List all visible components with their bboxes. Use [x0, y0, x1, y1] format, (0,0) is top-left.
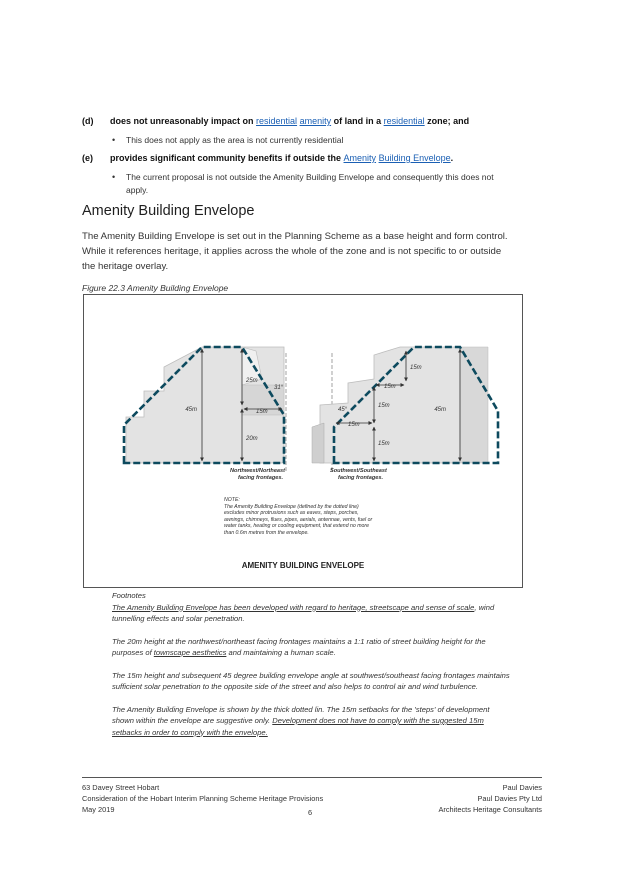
criterion-e-bullet	[112, 171, 552, 197]
link-residential[interactable]: residential	[256, 116, 298, 126]
criterion-d	[82, 116, 562, 128]
figure-title: AMENITY BUILDING ENVELOPE	[241, 561, 365, 570]
criterion-e-label: (e)	[82, 153, 93, 163]
footnote-3-line-2: sufficient solar penetration to the opposite side of the street and also helps to control air and wind turbulence.	[112, 682, 478, 691]
bullet-dot: •	[112, 172, 116, 182]
footer-role: Architects Heritage Consultants	[438, 805, 542, 814]
footnote-4-line-1: The Amenity Building Envelope is shown by the thick dotted lin. The 15m setbacks for the 'steps' of development	[112, 704, 490, 714]
note-line-5: than 0.6m metres from the envelope.	[224, 529, 309, 536]
right-dim-s2: 15m	[384, 384, 396, 390]
note-line-1: The Amenity Building Envelope (defined by the dotted line)	[224, 503, 359, 510]
footnote-1-underlined: The Amenity Building Envelope has been developed with regard to heritage, streetscape and sense of scale	[112, 602, 475, 612]
criterion-e-bullet-text	[126, 171, 494, 197]
footnote-4-line-3: setbacks in order to comply with the envelope.	[112, 727, 268, 737]
footnotes-title: Footnotes	[112, 591, 146, 600]
left-dim-angle: 31°	[274, 385, 284, 391]
criterion-d-bullet-text: This does not apply as the area is not currently residential	[126, 135, 344, 145]
footnote-2-line-1: The 20m height at the northwest/northeast facing frontages maintains a 1:1 ratio of street building height for the	[112, 636, 486, 646]
figure-note	[224, 497, 404, 536]
right-dim-45: 45m	[434, 407, 446, 413]
right-dim-v1: 15m	[378, 403, 390, 409]
criterion-e	[82, 153, 562, 165]
footnote-2-a: purposes of	[112, 648, 154, 657]
footnote-4-a: shown within the envelope are suggestive only.	[112, 716, 273, 725]
footnote-4-line-2	[112, 715, 552, 727]
left-label-2: facing frontages.	[238, 475, 284, 481]
right-dim-angle: 45°	[338, 407, 348, 413]
footnote-2-underlined: townscape aesthetics	[153, 648, 227, 657]
criterion-d-text-1: does not unreasonably impact on	[110, 116, 257, 126]
footer-rule	[82, 777, 542, 778]
footnote-2-line-2	[112, 647, 552, 659]
criterion-e-bullet-line2: apply.	[126, 185, 149, 195]
left-dim-25: 25m	[246, 378, 258, 384]
criterion-e-text-2: .	[450, 153, 454, 163]
link-building-envelope[interactable]: Building Envelope	[378, 153, 451, 163]
criterion-d-text-3: zone; and	[424, 116, 470, 126]
left-dim-20: 20m	[246, 436, 258, 442]
right-label-2: facing frontages.	[338, 475, 384, 481]
right-building	[312, 347, 488, 463]
criterion-e-text	[110, 153, 453, 163]
footer-doc-title: Consideration of the Hobart Interim Planning Scheme Heritage Provisions	[82, 794, 324, 803]
footnote-4-underlined: Development does not have to comply with the suggested 15m	[272, 716, 484, 725]
envelope-diagram	[84, 295, 522, 587]
note-line-4: water tanks, heating or cooling equipment, that extend no more	[224, 523, 370, 529]
footer-author: Paul Davies	[502, 783, 542, 792]
footer-left	[82, 782, 323, 815]
footnote-2-b: and maintaining a human scale.	[226, 648, 336, 657]
footer-right	[438, 782, 542, 815]
left-dim-15: 15m	[256, 409, 268, 415]
footnote-3-line-1: The 15m height and subsequent 45 degree building envelope angle at southwest/southeast facing frontages maintains	[112, 670, 510, 680]
para-line-1: The Amenity Building Envelope is set out in the Planning Scheme as a base height and form control.	[82, 231, 508, 242]
footer-company: Paul Davies Pty Ltd	[477, 794, 542, 803]
left-label-1: Northwest/Northeast	[230, 468, 286, 474]
criterion-d-text	[110, 116, 469, 126]
criterion-e-text-1: provides significant community benefits if outside the	[110, 153, 344, 163]
footer-address: 63 Davey Street Hobart	[82, 783, 160, 792]
footer-date: May 2019	[82, 805, 115, 814]
footnotes	[112, 590, 552, 738]
footnote-1-line-1	[112, 602, 552, 614]
right-dim-v2: 15m	[378, 441, 390, 447]
note-line-2: excludes minor protrusions such as eaves, steps, porches,	[224, 510, 359, 516]
note-line-3: awnings, chimneys, flues, pipes, aerials, antennae, vents, fuel or	[224, 516, 373, 523]
para-line-2: While it references heritage, it applies across the whole of the zone and is not specific to or outside	[82, 246, 502, 257]
link-residential-2[interactable]: residential	[383, 116, 425, 126]
section-paragraph	[82, 229, 552, 274]
bullet-dot: •	[112, 135, 116, 145]
right-dim-s3: 15m	[410, 365, 422, 371]
criterion-e-bullet-line1: The current proposal is not outside the Amenity Building Envelope and consequently this does not	[126, 172, 494, 182]
figure-caption: Figure 22.3 Amenity Building Envelope	[82, 283, 229, 293]
link-amenity[interactable]: amenity	[299, 116, 332, 126]
section-heading: Amenity Building Envelope	[82, 203, 255, 219]
right-dim-s1: 15m	[348, 422, 360, 428]
criterion-d-label: (d)	[82, 116, 94, 126]
left-building	[126, 347, 284, 463]
page-number: 6	[308, 808, 313, 817]
note-title: NOTE:	[224, 497, 240, 503]
criterion-d-bullet	[112, 134, 552, 147]
footnote-1-line-2: tunnelling effects and solar penetration.	[112, 614, 245, 623]
criterion-d-text-2: of land in a	[331, 116, 384, 126]
link-amenity-e[interactable]: Amenity	[343, 153, 377, 163]
figure-box	[83, 294, 523, 588]
footnote-1-rest: , wind	[474, 602, 495, 612]
left-dim-45: 45m	[185, 407, 197, 413]
para-line-3: the heritage overlay.	[82, 261, 169, 272]
right-label-1: Southwest/Southeast	[330, 468, 387, 474]
